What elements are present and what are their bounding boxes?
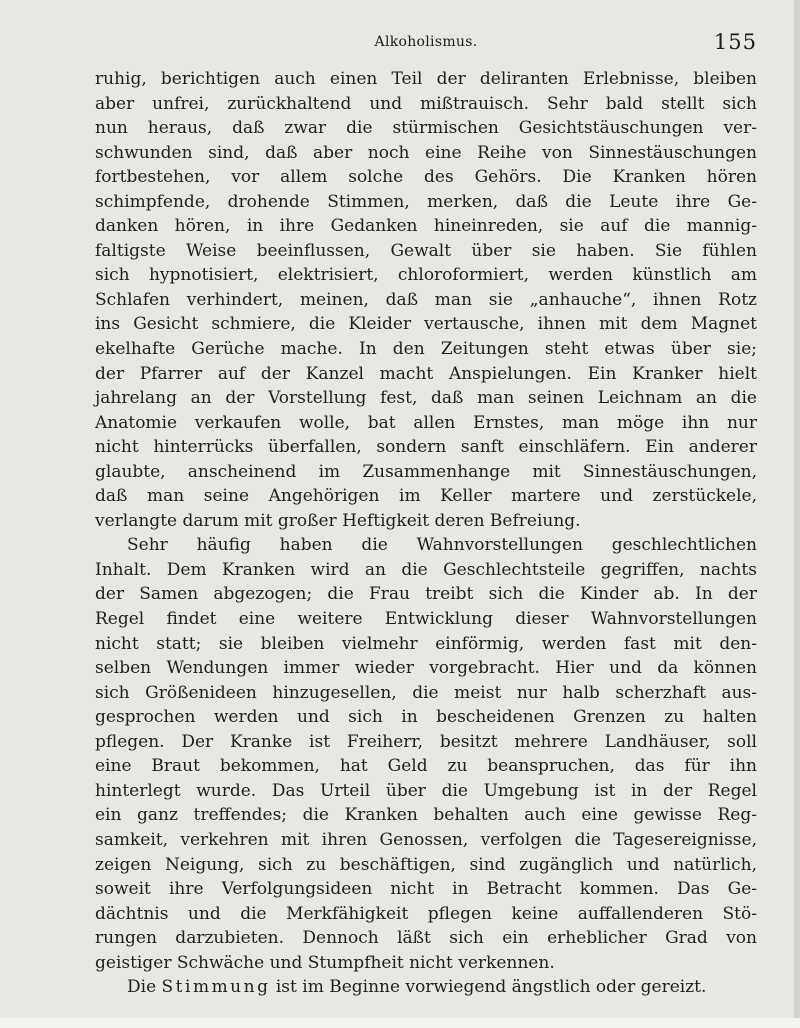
text-line: der Pfarrer auf der Kanzel macht Anspielungen. Ein Kranker hielt (95, 363, 757, 384)
text-line: hinterlegt wurde. Das Urteil über die Umgebung ist in der Regel (95, 780, 757, 801)
text-line: aber unfrei, zurückhaltend und mißtrauisch. Sehr bald stellt sich (95, 93, 757, 114)
text-line: glaubte, anscheinend im Zusammenhange mit Sinnestäuschungen, (95, 461, 757, 482)
text-line: Schlafen verhindert, meinen, daß man sie „anhauche“, ihnen Rotz (95, 289, 757, 310)
paragraph-3 (95, 975, 757, 1000)
running-title: Alkoholismus. (374, 34, 478, 50)
text-line: verlangte darum mit großer Heftigkeit deren Befreiung. (95, 510, 581, 531)
line-text: ist im Beginne vorwiegend ängstlich oder gereizt. (270, 977, 707, 998)
page-number: 155 (713, 30, 757, 54)
text-line: rungen darzubieten. Dennoch läßt sich ein erheblicher Grad von (95, 928, 757, 949)
text-line: danken hören, in ihre Gedanken hineinreden, sie auf die mannig- (95, 216, 757, 237)
text-line: faltigste Weise beeinflussen, Gewalt über sie haben. Sie fühlen (95, 240, 757, 261)
paragraph-1 (95, 67, 757, 533)
text-line: dächtnis und die Merkfähigkeit pflegen keine auffallenderen Stö- (95, 903, 757, 924)
emphasized-word: Stimmung (161, 977, 271, 998)
text-line: jahrelang an der Vorstellung fest, daß man seinen Leichnam an die (95, 388, 757, 409)
text-line: der Samen abgezogen; die Frau treibt sich die Kinder ab. In der (95, 584, 757, 605)
line-text: Die (127, 977, 162, 998)
text-line: schimpfende, drohende Stimmen, merken, daß die Leute ihre Ge- (95, 191, 757, 212)
text-line: pflegen. Der Kranke ist Freiherr, besitzt mehrere Landhäuser, soll (95, 731, 757, 752)
text-line: soweit ihre Verfolgungsideen nicht in Betracht kommen. Das Ge- (95, 879, 757, 900)
text-line: Inhalt. Dem Kranken wird an die Geschlechtsteile gegriffen, nachts (95, 559, 757, 580)
text-line: ein ganz treffendes; die Kranken behalten auch eine gewisse Reg- (95, 805, 757, 826)
paragraph-2 (95, 533, 757, 975)
text-line: geistiger Schwäche und Stumpfheit nicht verkennen. (95, 952, 555, 973)
running-head (95, 32, 757, 58)
text-line: eine Braut bekommen, hat Geld zu beanspruchen, das für ihn (95, 756, 757, 777)
text-line: Anatomie verkaufen wolle, bat allen Ernstes, man möge ihn nur (95, 412, 757, 433)
text-line: fortbestehen, vor allem solche des Gehörs. Die Kranken hören (95, 167, 757, 188)
text-line: gesprochen werden und sich in bescheidenen Grenzen zu halten (95, 707, 757, 728)
text-line: schwunden sind, daß aber noch eine Reihe von Sinnestäuschungen (95, 142, 757, 163)
text-line: Regel findet eine weitere Entwicklung dieser Wahnvorstellungen (95, 609, 757, 630)
text-line: sich hypnotisiert, elektrisiert, chloroformiert, werden künstlich am (95, 265, 757, 286)
text-line (95, 975, 757, 1000)
page-bottom-margin (0, 1018, 800, 1028)
text-line: nicht statt; sie bleiben vielmehr einförmig, werden fast mit den- (95, 633, 757, 654)
text-line: sich Größenideen hinzugesellen, die meist nur halb scherzhaft aus- (95, 682, 757, 703)
text-line: daß man seine Angehörigen im Keller martere und zerstückele, (95, 486, 757, 507)
text-line: zeigen Neigung, sich zu beschäftigen, sind zugänglich und natürlich, (95, 854, 757, 875)
text-line: samkeit, verkehren mit ihren Genossen, verfolgen die Tagesereignisse, (95, 829, 757, 850)
text-line: ins Gesicht schmiere, die Kleider vertausche, ihnen mit dem Magnet (95, 314, 757, 335)
text-line: selben Wendungen immer wieder vorgebracht. Hier und da können (95, 658, 757, 679)
text-line: Sehr häufig haben die Wahnvorstellungen geschlechtlichen (127, 535, 757, 556)
text-line: ekelhafte Gerüche mache. In den Zeitungen steht etwas über sie; (95, 339, 757, 360)
page-edge-shadow (794, 0, 800, 1028)
text-line: ruhig, berichtigen auch einen Teil der deliranten Erlebnisse, bleiben (95, 69, 757, 89)
text-line: nicht hinterrücks überfallen, sondern sanft einschläfern. Ein anderer (95, 437, 757, 458)
text-line: nun heraus, daß zwar die stürmischen Gesichtstäuschungen ver- (95, 118, 757, 139)
body-text (95, 67, 757, 1000)
